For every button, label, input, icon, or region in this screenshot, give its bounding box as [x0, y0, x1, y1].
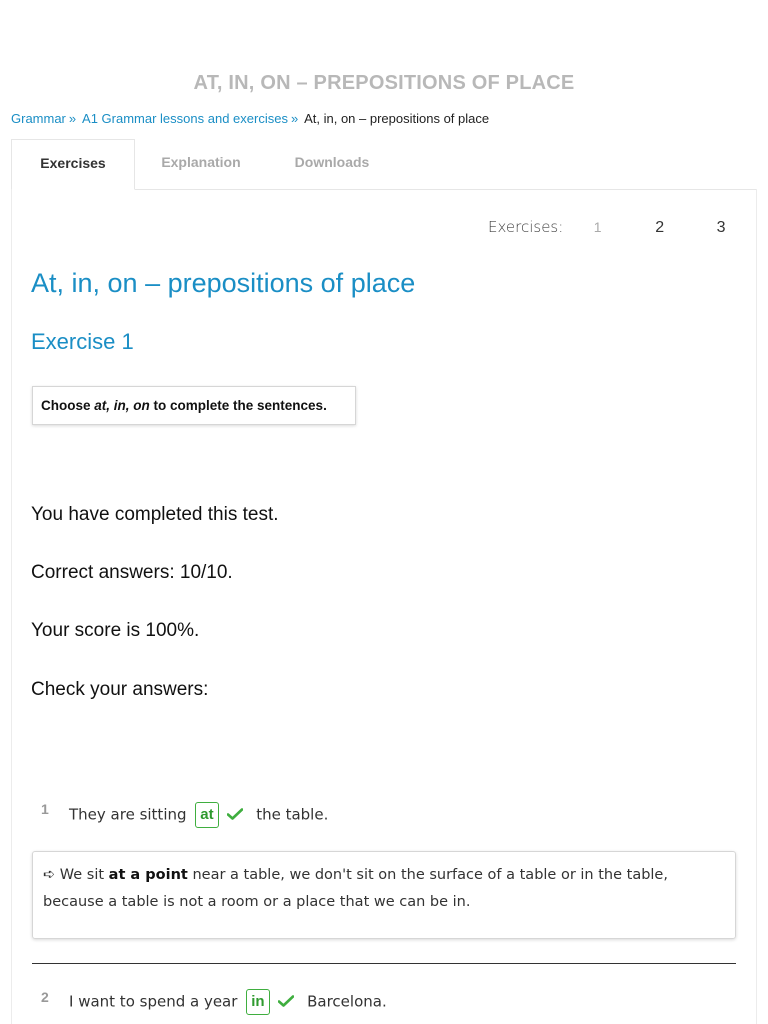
answer-box: in — [246, 989, 269, 1015]
breadcrumb-current: At, in, on – prepositions of place — [304, 111, 490, 126]
question-text-before: I want to spend a year — [69, 992, 238, 1011]
explanation-text-post: near a table, we don't sit on the surface of a table or in the table, because a table is not a room or a place that we can be in. — [43, 867, 668, 910]
breadcrumb-separator: » — [68, 111, 77, 126]
exercise-nav-3[interactable]: 3 — [716, 219, 726, 236]
tab-exercises[interactable]: Exercises — [11, 139, 135, 190]
exercise-nav-2[interactable]: 2 — [655, 219, 665, 236]
tab-downloads[interactable]: Downloads — [294, 154, 370, 170]
breadcrumb-separator: » — [290, 111, 299, 126]
breadcrumb-link-grammar[interactable]: Grammar — [11, 111, 66, 126]
exercise-title: Exercise 1 — [31, 329, 134, 354]
breadcrumb — [11, 111, 489, 126]
instruction-text-after: to complete the sentences. — [149, 398, 327, 413]
tab-explanation[interactable]: Explanation — [161, 154, 241, 170]
exercise-nav-label: Exercises: — [488, 218, 564, 236]
checkmark-icon — [278, 993, 296, 1011]
question-text-after: the table. — [256, 805, 329, 824]
result-correct-answers: Correct answers: 10/10. — [31, 562, 233, 583]
instruction-emphasis: at, in, on — [94, 398, 150, 413]
question-number: 2 — [41, 989, 49, 1005]
divider — [32, 963, 736, 964]
question-sentence — [69, 802, 328, 828]
exercise-nav — [488, 218, 768, 237]
question-text-after: Barcelona. — [307, 992, 387, 1011]
pointing-hand-icon: ➪ — [43, 867, 56, 883]
instruction-text-before: Choose — [41, 398, 95, 413]
exercise-nav-1[interactable]: 1 — [593, 219, 602, 235]
question-text-before: They are sitting — [69, 805, 187, 824]
page-title: AT, IN, ON – PREPOSITIONS OF PLACE — [193, 72, 575, 94]
explanation-box — [32, 851, 736, 939]
lesson-heading: At, in, on – prepositions of place — [31, 268, 416, 298]
result-check-answers: Check your answers: — [31, 679, 209, 700]
explanation-text-pre: We sit — [59, 867, 109, 883]
breadcrumb-link-a1-lessons[interactable]: A1 Grammar lessons and exercises — [82, 111, 288, 126]
result-completed: You have completed this test. — [31, 504, 279, 525]
question-sentence — [69, 989, 387, 1015]
result-score: Your score is 100%. — [31, 620, 200, 641]
tab-bar — [11, 139, 757, 190]
explanation-bold: at a point — [108, 867, 188, 883]
answer-box: at — [195, 802, 218, 828]
instruction-box — [32, 386, 356, 425]
question-number: 1 — [41, 801, 49, 817]
checkmark-icon — [227, 806, 245, 824]
